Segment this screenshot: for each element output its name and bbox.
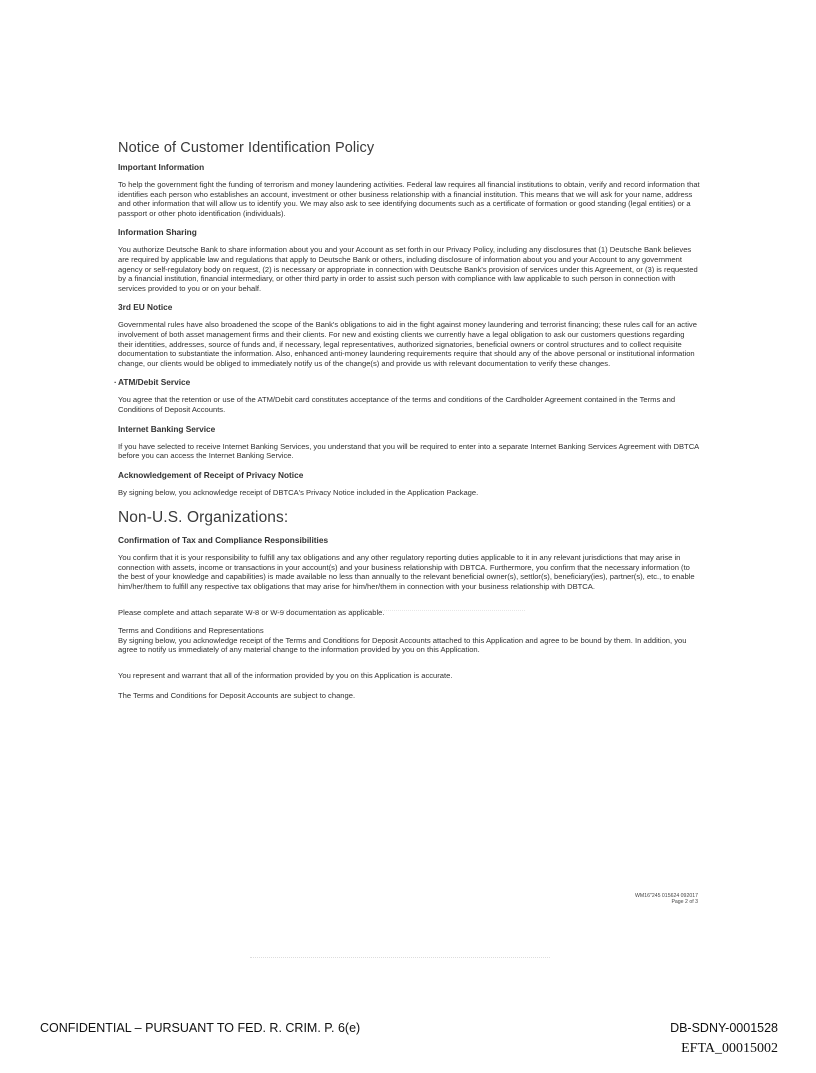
section-body-atm-debit-service: You agree that the retention or use of the ATM/Debit card constitutes acceptance of the terms and conditions of the Cardholder Agreement contained in the Terms and Conditions of Deposit Accounts.: [118, 395, 676, 414]
section-heading-3rd-eu-notice: 3rd EU Notice: [118, 302, 173, 313]
terms-change-line: The Terms and Conditions for Deposit Accounts are subject to change.: [118, 690, 356, 700]
section-body-important-information: To help the government fight the funding of terrorism and money laundering activities. Federal law requires all financial institutions to obtain, verify and record information that identifies each person who establishes an account, investment or other business relationship with a financial institution. This means that we will ask for your name, address and other information that will allow us to identify you. We may also ask to see identifying documents such as a certificate of formation or good standing (legal entities) or a passport or other photo identification (individuals).: [118, 180, 700, 218]
notice-title: Notice of Customer Identification Policy: [118, 140, 375, 156]
form-code: WM16"245 015624 092017: [635, 893, 698, 899]
w8-w9-instruction: Please complete and attach separate W-8 or W-9 documentation as applicable.: [118, 607, 385, 617]
scan-artifact-specks: [250, 957, 550, 961]
tax-compliance-heading: Confirmation of Tax and Compliance Responsibilities: [118, 535, 329, 546]
section-heading-atm-debit-label: ATM/Debit Service: [118, 377, 191, 388]
tax-compliance-body: You confirm that it is your responsibility to fulfill any tax obligations and any other regulatory reporting duties applicable to it in any relevant jurisdictions that may arise in connection with assets, income or transactions in your account(s) and your business relationship with DBTCA. Furthermore, you confirm that the necessary information (to the best of your knowledge and capabilities) is made available no less than annually to the relevant beneficial owner(s), settlor(s), beneficiary(ies), partner(s), etc., to enable him/her/them to fulfill any respective tax obligations that may arise for him/her/them in connection with your business relationship with DBTCA.: [118, 553, 695, 592]
notice-content: [114, 140, 700, 709]
terms-heading: Terms and Conditions and Representations: [118, 626, 264, 636]
section-heading-privacy-notice: Acknowledgement of Receipt of Privacy Notice: [118, 469, 304, 480]
bates-number-efta: EFTA_00015002: [681, 1041, 778, 1056]
section-body-information-sharing: You authorize Deutsche Bank to share information about you and your Account as set forth in our Privacy Policy, including any disclosures that (1) Deutsche Bank believes are required by applicable law and regulations that apply to Deutsche Bank or others, including disclosure of information about you and your Account to any government agency or self-regulatory body on request, (2) is necessary or appropriate in connection with Deutsche Bank's provision of services under this Agreement, or (3) is requested by a financial institution, financial intermediary, or other third party in order to assist such person with compliance with law applicable to such person in connection with services provided to you or on your behalf.: [118, 245, 698, 293]
confidential-stamp: CONFIDENTIAL – PURSUANT TO FED. R. CRIM. P. 6(e): [40, 1021, 361, 1035]
section-body-3rd-eu-notice: Governmental rules have also broadened the scope of the Bank's obligations to aid in the fight against money laundering and terrorist financing; these rules call for an active involvement of both asset management firms and their clients. For new and existing clients we currently have a legal obligation to ask our customers questions regarding their identities, addresses, source of funds and, if necessary, legal representatives, authorized signatories, beneficial owners or control structures and to collect requisite documentation to substantiate the information. Also, enhanced anti-money laundering requirements require that should any of the above personal or institutional information change, our clients would be obliged to immediately notify us of the change(s) and provide us with relevant documentation to verify these changes.: [118, 320, 697, 368]
terms-body: By signing below, you acknowledge receipt of the Terms and Conditions for Deposit Accounts attached to this Application and agree to be bound by them. In addition, you agree to notify us immediately of any material change to the information provided by you on this Application.: [118, 635, 687, 655]
section-heading-atm-debit-service: [114, 377, 700, 388]
section-body-internet-banking: If you have selected to receive Internet Banking Services, you understand that you will be required to enter into a separate Internet Banking Services Agreement with DBTCA before you can access the Internet Banking Service.: [118, 441, 699, 461]
section-heading-internet-banking: Internet Banking Service: [118, 423, 216, 434]
scan-artifact-line: [235, 610, 525, 611]
non-us-title: Non-U.S. Organizations:: [118, 509, 289, 527]
section-heading-important-information: Important Information: [118, 162, 205, 172]
represent-warrant-line: You represent and warrant that all of the information provided by you on this Application is accurate.: [118, 671, 453, 681]
scan-mark-dot: ·: [114, 377, 117, 388]
page-number: Page 2 of 3: [671, 899, 698, 906]
bates-number-db: DB-SDNY-0001528: [670, 1021, 778, 1035]
section-body-privacy-notice: By signing below, you acknowledge receipt of DBTCA's Privacy Notice included in the Application Package.: [118, 487, 479, 497]
section-heading-information-sharing: Information Sharing: [118, 227, 197, 238]
page-footer-codes: [635, 893, 698, 906]
